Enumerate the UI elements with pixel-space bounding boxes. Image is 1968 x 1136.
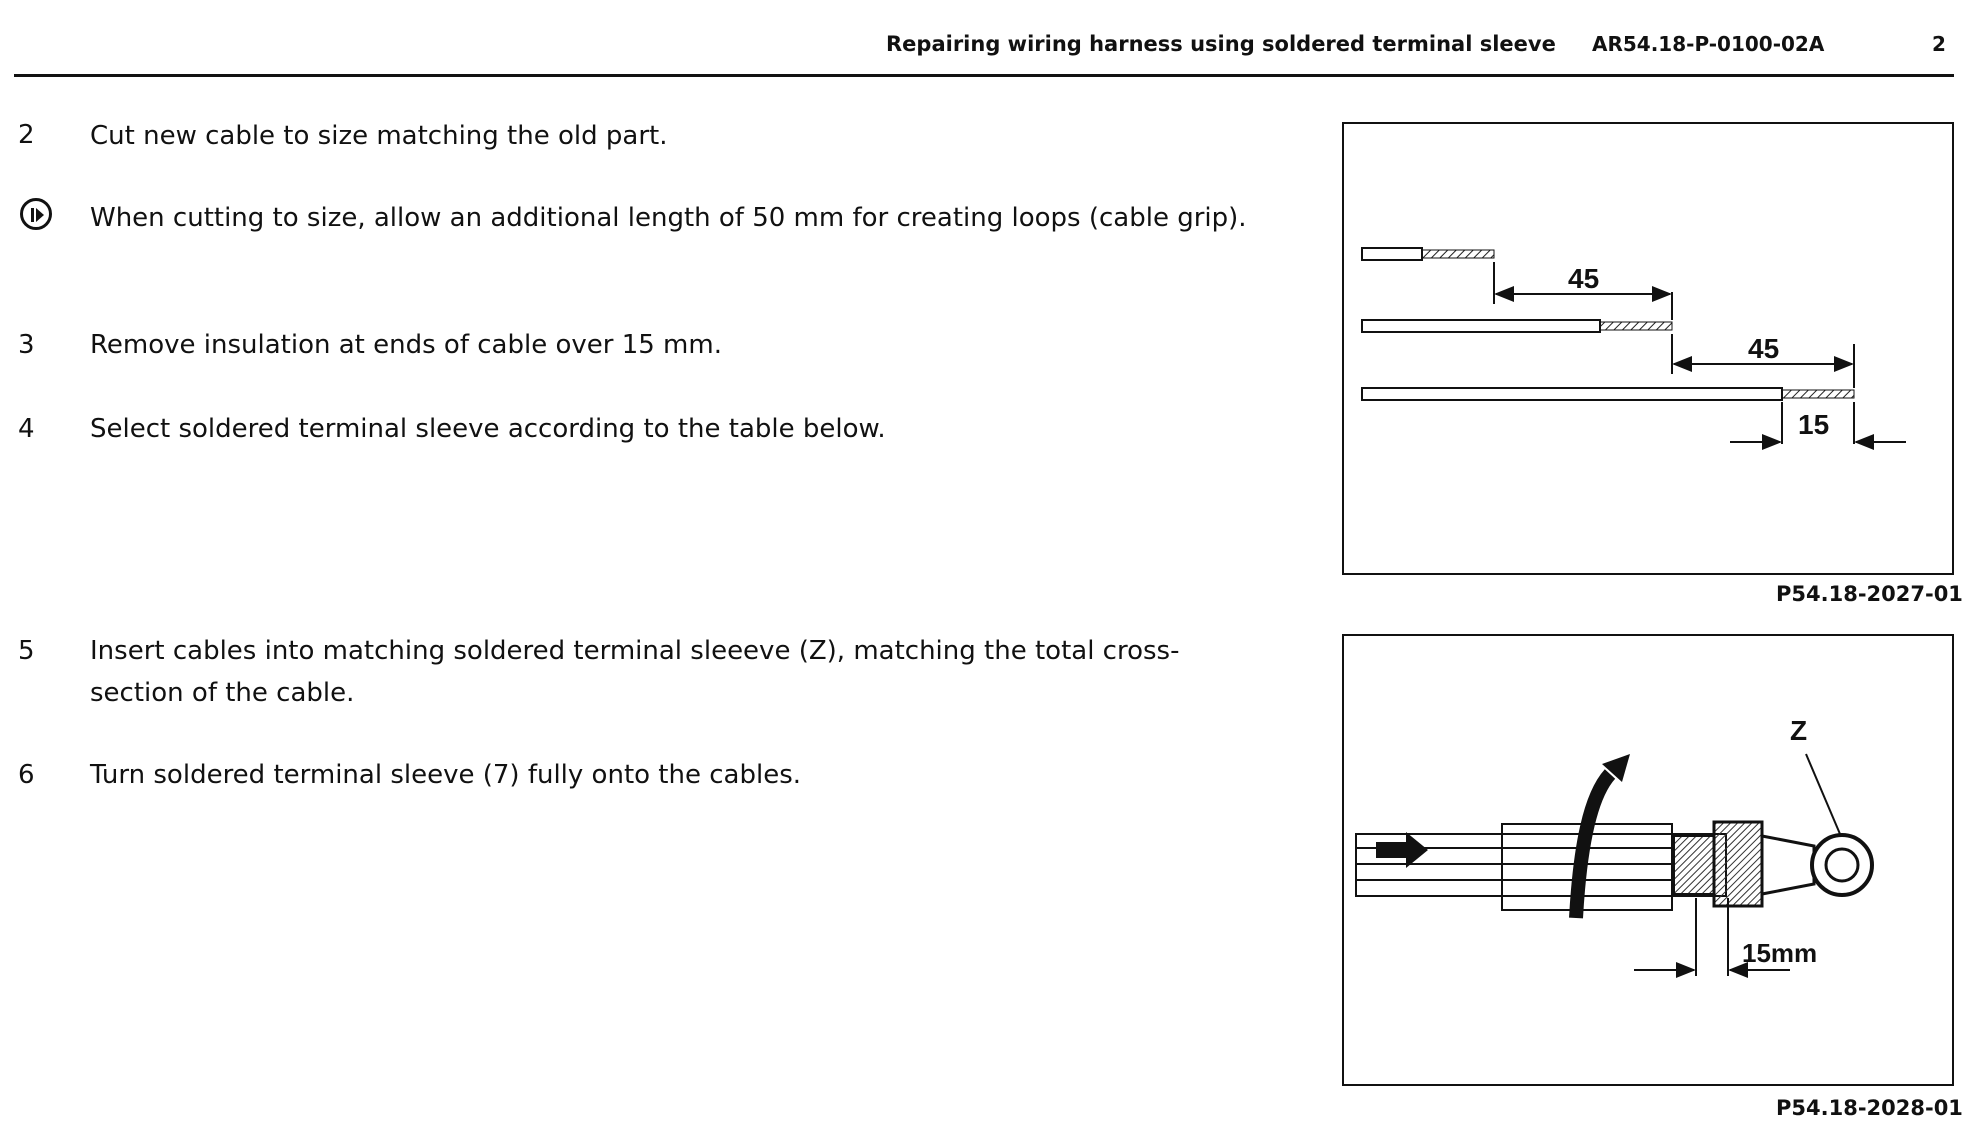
step-text: Select soldered terminal sleeve according to the table below. [90, 414, 886, 444]
step-number: 6 [18, 760, 35, 790]
figure-id: P54.18-2027-01 [1776, 582, 1963, 606]
dimension-label: 15mm [1742, 938, 1818, 968]
step-number: 3 [18, 330, 35, 360]
step-number: 4 [18, 414, 35, 444]
dimension-label: 45 [1748, 333, 1780, 364]
step-text: Turn soldered terminal sleeve (7) fully onto the cables. [90, 760, 802, 790]
step-text: Remove insulation at ends of cable over 15 mm. [90, 330, 722, 360]
page-number: 2 [1932, 32, 1946, 56]
figure-sleeve-fitting [1342, 634, 1954, 1086]
header-divider [14, 74, 1954, 77]
terminal-sleeve [1714, 822, 1762, 906]
cable-short [1362, 248, 1422, 260]
page-title: Repairing wiring harness using soldered terminal sleeve [886, 32, 1556, 56]
step-text: Cut new cable to size matching the old part. [90, 121, 668, 151]
stripped-end [1782, 390, 1854, 398]
figure-id: P54.18-2028-01 [1776, 1096, 1963, 1120]
note-text: When cutting to size, allow an additional length of 50 mm for creating loops (cable grip). [90, 203, 1247, 233]
figure-cable-lengths [1342, 122, 1954, 575]
step-number: 5 [18, 636, 35, 666]
cable-medium [1362, 320, 1600, 332]
document-code: AR54.18-P-0100-02A [1592, 32, 1825, 56]
dimension-label: 45 [1568, 263, 1600, 294]
stripped-end [1422, 250, 1494, 258]
part-label: Z [1790, 715, 1808, 746]
dimension-label: 15 [1798, 409, 1830, 440]
stripped-end [1600, 322, 1672, 330]
step-number: 2 [18, 120, 35, 150]
cable-long [1362, 388, 1782, 400]
note-icon [20, 198, 52, 230]
step-text: Insert cables into matching soldered terminal sleeeve (Z), matching the total cross-section of the cable. [90, 636, 1180, 708]
